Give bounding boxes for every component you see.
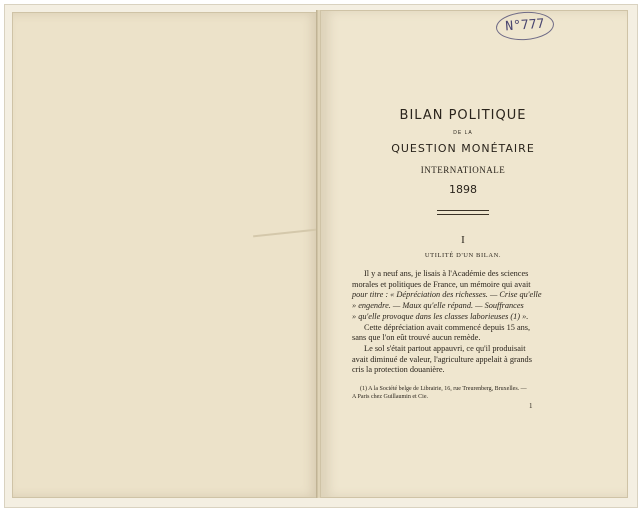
paragraph-2	[352, 323, 574, 344]
page-content	[352, 100, 574, 401]
title-year: 1898	[449, 183, 477, 196]
text-line: Le sol s'était partout appauvri, ce qu'il produisait	[364, 343, 526, 353]
title-line-3: INTERNATIONALE	[420, 165, 506, 175]
text-line: Cette dépréciation avait commencé depuis 15 ans,	[364, 322, 531, 332]
text-line: » engendre. — Maux qu'elle répand. — Souffrances	[352, 301, 524, 311]
text-line: pour titre : « Dépréciation des richesses. — Crise qu'elle	[352, 290, 542, 300]
text-line: sans que l'on eût trouvé aucun remède.	[352, 333, 481, 343]
title-rule	[437, 210, 489, 215]
footnote-line-2: A Paris chez Guillaumin et Cie.	[352, 394, 428, 401]
left-blank-page	[12, 12, 319, 498]
title-de-la: DE LA	[453, 130, 473, 136]
text-line: Il y a neuf ans, je lisais à l'Académie des sciences	[364, 269, 529, 278]
text-line: cris la protection douanière.	[352, 365, 445, 375]
text-line: avait diminué de valeur, l'agriculture appelait à grands	[352, 354, 532, 364]
page-number: 1	[529, 402, 533, 410]
footnote-line-1: (1) A la Société belge de Librairie, 16, rue Treurenberg, Bruxelles. —	[360, 386, 527, 393]
paragraph-1	[352, 269, 574, 323]
text-line: morales et politiques de France, un mémoire qui avait	[352, 279, 531, 289]
title-line-2: QUESTION MONÉTAIRE	[391, 142, 535, 155]
catalog-stamp: N°777	[495, 10, 555, 42]
body-text	[352, 269, 574, 376]
footnote	[352, 385, 574, 401]
section-number: I	[461, 234, 465, 246]
title-line-1: BILAN POLITIQUE	[399, 108, 527, 123]
paragraph-3	[352, 344, 574, 376]
section-heading: UTILITÉ D'UN BILAN.	[424, 252, 502, 259]
text-line: » qu'elle provoque dans les classes laborieuses (1) ».	[352, 311, 529, 321]
